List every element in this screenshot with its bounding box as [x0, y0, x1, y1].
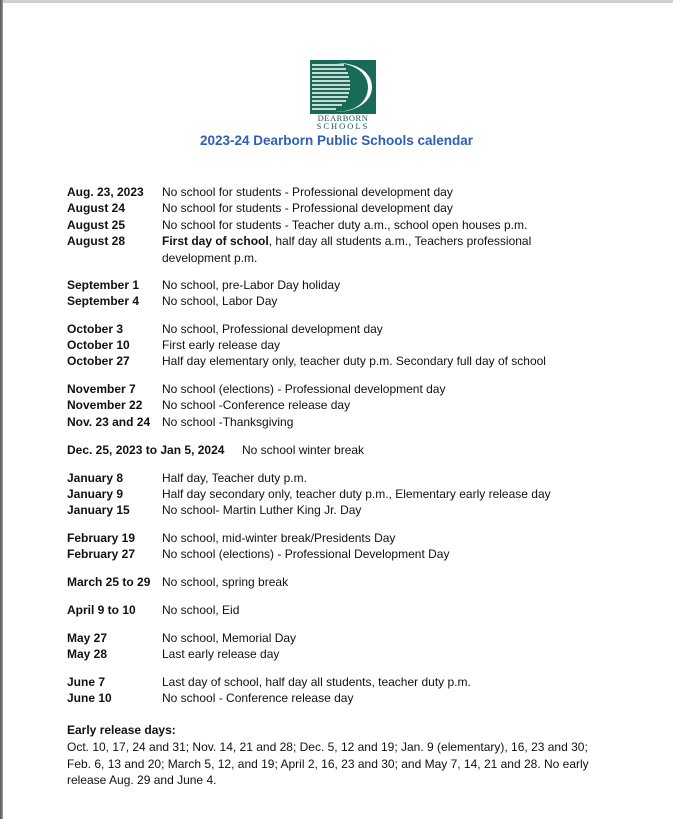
entry-date: Aug. 23, 2023	[67, 185, 144, 199]
entry-description-bold: First day of school	[162, 234, 269, 248]
entry-date: May 27	[67, 631, 108, 645]
calendar-entry	[67, 470, 627, 487]
entry-date: October 27	[67, 354, 130, 368]
entry-date: January 9	[67, 487, 124, 501]
page-left-edge	[0, 0, 3, 819]
calendar-entry	[67, 414, 627, 431]
dearborn-logo-mark-icon	[310, 60, 376, 114]
page-title: 2023-24 Dearborn Public Schools calendar	[199, 133, 474, 148]
entry-date: January 15	[67, 503, 130, 517]
entry-date: October 10	[67, 338, 130, 352]
entry-description: Half day, Teacher duty p.m.	[162, 471, 307, 485]
entry-date: May 28	[67, 647, 108, 661]
entry-description: No school, Professional development day	[162, 322, 383, 336]
calendar-entry	[67, 530, 627, 547]
entry-description: No school, mid-winter break/Presidents Day	[162, 531, 396, 545]
calendar-entry	[67, 690, 627, 707]
logo-text-line1: DEARBORN	[317, 113, 369, 123]
entry-date: June 7	[67, 675, 106, 689]
early-release-text: Oct. 10, 17, 24 and 31; Nov. 14, 21 and 28; Dec. 5, 12 and 19; Jan. 9 (elementary), 16, 23 and 30; Feb. 6, 13 and 20; March 5, 12, and 19; April 2, 16, 23 and 30; and May 7, 14, 21 and 28. No early release Aug. 29 and June 4.	[67, 740, 589, 787]
entry-description: Last early release day	[162, 647, 280, 661]
calendar-entry	[67, 233, 547, 266]
calendar-entry	[67, 442, 627, 459]
entry-date: August 24	[67, 201, 126, 215]
entry-date: September 4	[67, 294, 140, 308]
entry-description: Last day of school, half day all students, teacher duty p.m.	[162, 675, 471, 689]
calendar-entry	[67, 353, 627, 370]
calendar-entry	[67, 486, 627, 503]
calendar-entry	[67, 646, 627, 663]
entry-description: No school for students - Professional development day	[162, 185, 453, 199]
entry-date: January 8	[67, 471, 124, 485]
calendar-entry	[67, 630, 627, 647]
entry-date: September 1	[67, 278, 140, 292]
calendar-entry	[67, 502, 627, 519]
entry-description: No school, spring break	[162, 575, 289, 589]
early-release-heading: Early release days:	[67, 723, 176, 737]
calendar-entry	[67, 293, 627, 310]
calendar-entry	[67, 546, 627, 563]
entry-description-rest: , half day all students a.m., Teachers professional development p.m.	[162, 234, 532, 265]
entry-date: August 28	[67, 234, 126, 248]
calendar-entry	[67, 217, 627, 234]
entry-date: November 7	[67, 382, 136, 396]
entry-date: November 22	[67, 398, 143, 412]
entry-date: March 25 to 29	[67, 575, 151, 589]
entry-date: April 9 to 10	[67, 603, 136, 617]
entry-description: No school winter break	[242, 443, 365, 457]
calendar-entry	[67, 674, 627, 691]
entry-description: No school -Conference release day	[162, 398, 351, 412]
entry-description: No school (elections) - Professional development day	[162, 382, 446, 396]
entry-date: June 10	[67, 691, 112, 705]
logo-text-line2: SCHOOLS	[316, 121, 370, 131]
calendar-entry	[67, 200, 627, 217]
entry-description: Half day elementary only, teacher duty p.m. Secondary full day of school	[162, 354, 546, 368]
entry-date: August 25	[67, 218, 126, 232]
entry-description	[162, 233, 547, 266]
entry-description: Half day secondary only, teacher duty p.m., Elementary early release day	[162, 487, 551, 501]
entry-description: No school (elections) - Professional Development Day	[162, 547, 450, 561]
entry-description: No school for students - Teacher duty a.m., school open houses p.m.	[162, 218, 528, 232]
calendar-entry	[67, 602, 627, 619]
entry-description: No school, Memorial Day	[162, 631, 297, 645]
entry-description: First early release day	[162, 338, 281, 352]
calendar-entry	[67, 574, 627, 591]
calendar-entry	[67, 321, 627, 338]
entry-date: Nov. 23 and 24	[67, 415, 151, 429]
calendar-entry	[67, 381, 627, 398]
dearborn-schools-logo	[310, 60, 376, 130]
calendar-entry	[67, 277, 627, 294]
entry-description: No school for students - Professional development day	[162, 201, 453, 215]
entry-description: No school, Labor Day	[162, 294, 278, 308]
entry-description: No school - Conference release day	[162, 691, 354, 705]
calendar-entry	[67, 184, 627, 201]
page-top-edge	[0, 0, 673, 3]
entry-date: February 27	[67, 547, 136, 561]
calendar-entry	[67, 397, 627, 414]
entry-description: No school- Martin Luther King Jr. Day	[162, 503, 362, 517]
entry-date: Dec. 25, 2023 to Jan 5, 2024	[67, 443, 225, 457]
calendar-entry	[67, 337, 627, 354]
entry-date: February 19	[67, 531, 136, 545]
entry-description: No school, pre-Labor Day holiday	[162, 278, 341, 292]
entry-description: No school, Eid	[162, 603, 240, 617]
entry-description: No school -Thanksgiving	[162, 415, 294, 429]
entry-date: October 3	[67, 322, 124, 336]
